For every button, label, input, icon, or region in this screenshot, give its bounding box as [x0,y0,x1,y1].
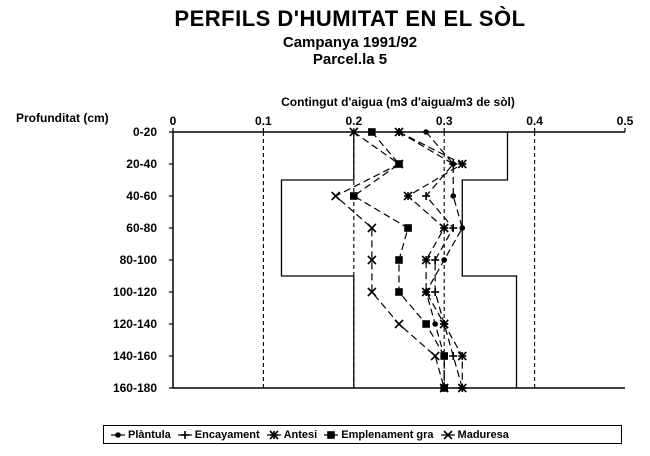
point-antesi [458,160,466,168]
point-maduresa [395,320,403,328]
legend-item-encayament [177,429,260,441]
point-plantula [460,226,464,230]
point-antesi [422,256,430,264]
legend [103,425,622,444]
legend-label: Emplenament gra [341,428,434,441]
y-tick-label: 120-140 [112,317,157,331]
legend-label: Plàntula [128,428,171,441]
point-encayament [431,256,439,264]
legend-label: Encayament [194,428,260,441]
point-emplenament-gra [396,257,402,263]
legend-item-maduresa [440,429,509,441]
x-axis-label: Contingut d'aigua (m3 d'aigua/m3 de sòl) [281,95,515,109]
chart-subtitle-plot: Parcel.la 5 [312,51,388,68]
point-encayament [449,352,457,360]
point-antesi [422,288,430,296]
y-tick-label: 0-20 [132,125,157,139]
point-antesi [404,192,412,200]
legend-marker-emplenament-gra [323,430,339,440]
legend-label: Antesi [283,428,318,441]
y-tick-label: 100-120 [112,285,157,299]
legend-marker-maduresa [440,430,456,440]
legend-marker-antesi [266,430,282,440]
y-tick-label: 60-80 [126,221,157,235]
legend-symbol [270,431,278,439]
legend-item-emplenament-gra [323,429,433,441]
legend-symbol [328,432,334,438]
x-tick-label: 0.2 [345,114,363,128]
y-tick-label: 140-160 [112,349,157,363]
y-tick-label: 160-180 [112,381,157,395]
legend-item-plantula [110,429,171,441]
point-antesi [440,320,448,328]
point-encayament [431,288,439,296]
point-maduresa [431,352,439,360]
point-antesi [458,352,466,360]
legend-item-antesi [266,429,318,441]
point-emplenament-gra [351,193,357,199]
x-tick-label: 0.5 [616,114,634,128]
envelope-lower-line [281,132,353,388]
chart-title: PERFILS D'HUMITAT EN EL SÒL [174,6,526,31]
envelope-upper-line [462,132,516,388]
x-tick-label: 0.1 [255,114,272,128]
legend-symbol [116,433,120,437]
point-emplenament-gra [405,225,411,231]
y-tick-label: 80-100 [119,253,157,267]
y-tick-label: 20-40 [126,157,157,171]
point-maduresa [332,192,340,200]
chart-subtitle-campaign: Campanya 1991/92 [282,34,418,51]
point-plantula [433,322,437,326]
legend-marker-encayament [177,430,193,440]
point-emplenament-gra [441,353,447,359]
point-emplenament-gra [423,321,429,327]
point-encayament [449,224,457,232]
x-tick-label: 0.3 [435,114,453,128]
point-antesi [440,224,448,232]
series-lines [332,128,467,392]
x-tick-label: 0 [169,114,177,128]
point-plantula [451,194,455,198]
point-emplenament-gra [396,289,402,295]
x-tick-label: 0.4 [526,114,543,128]
axes [113,114,634,395]
legend-label: Maduresa [457,428,509,441]
legend-symbol [181,431,189,439]
y-axis-label: Profunditat (cm) [16,111,109,125]
point-plantula [442,258,446,262]
legend-marker-plantula [110,430,126,440]
y-tick-label: 40-60 [126,189,157,203]
